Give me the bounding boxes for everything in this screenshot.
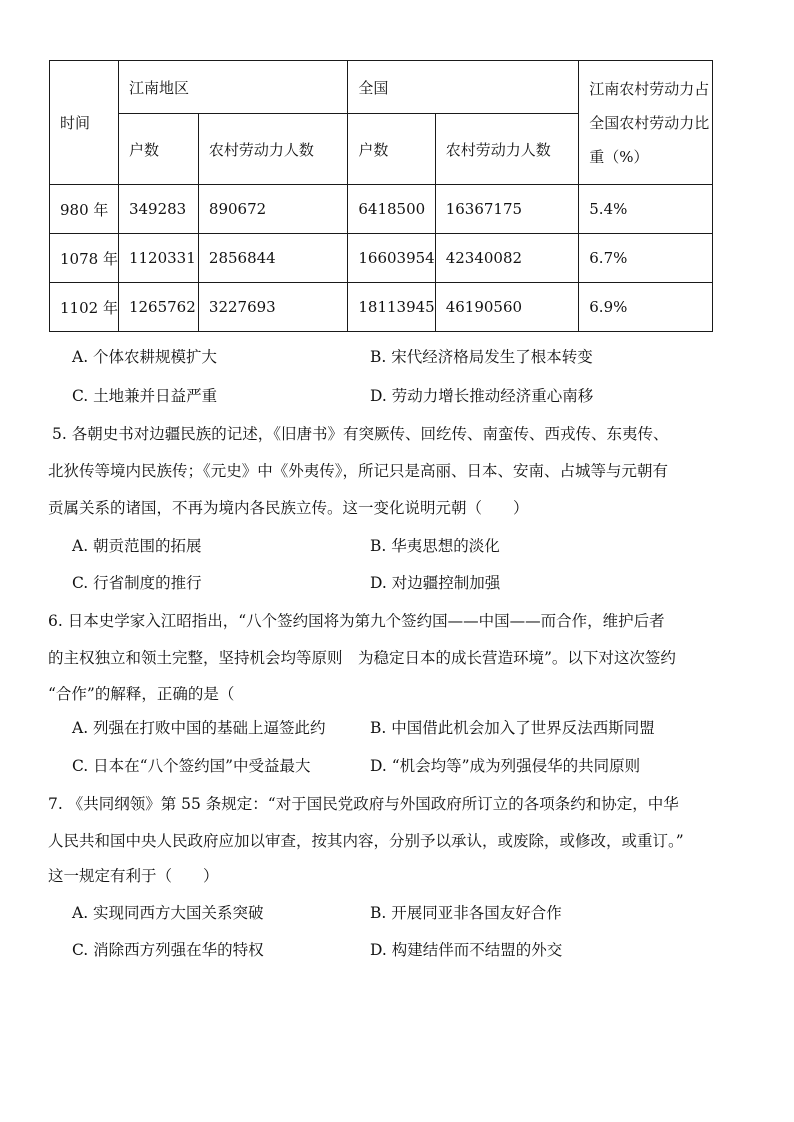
cell-jn-labor: 3227693 bbox=[198, 283, 347, 332]
q4-option-d[interactable]: D. 劳动力增长推动经济重心南移 bbox=[370, 387, 594, 405]
q7-option-b[interactable]: B. 开展同亚非各国友好合作 bbox=[370, 904, 562, 922]
table-row bbox=[50, 234, 713, 283]
q6-option-a[interactable]: A. 列强在打败中国的基础上逼签此约 bbox=[72, 719, 326, 737]
q5-stem-line-1: 5. 各朝史书对边疆民族的记述，《旧唐书》有突厥传、回纥传、南蛮传、西戎传、东夷传、 bbox=[52, 425, 669, 443]
cell-cn-labor: 42340082 bbox=[435, 234, 579, 283]
q6-option-d[interactable]: D. “机会均等”成为列强侵华的共同原则 bbox=[370, 757, 641, 775]
q7-stem-line-3: 这一规定有利于（ ） bbox=[48, 867, 219, 885]
cell-jn-labor: 890672 bbox=[198, 185, 347, 234]
cell-ratio: 5.4% bbox=[579, 185, 713, 234]
header-ratio: 江南农村劳动力占全国农村劳动力比重（%） bbox=[579, 61, 713, 185]
q7-stem-line-1: 7. 《共同纲领》第 55 条规定：“对于国民党政府与外国政府所订立的各项条约和协定，中华 bbox=[48, 795, 679, 813]
q4-option-b[interactable]: B. 宋代经济格局发生了根本转变 bbox=[370, 348, 593, 366]
cell-cn-labor: 16367175 bbox=[435, 185, 579, 234]
q5-option-b[interactable]: B. 华夷思想的淡化 bbox=[370, 537, 500, 555]
q6-option-c[interactable]: C. 日本在“八个签约国”中受益最大 bbox=[72, 757, 311, 775]
cell-jn-households: 349283 bbox=[118, 185, 198, 234]
cell-jn-households: 1120331 bbox=[118, 234, 198, 283]
cell-ratio: 6.7% bbox=[579, 234, 713, 283]
q5-stem-line-3: 贡属关系的诸国，不再为境内各民族立传。这一变化说明元朝（ ） bbox=[48, 499, 529, 517]
table-header-row bbox=[50, 61, 713, 114]
cell-jn-labor: 2856844 bbox=[198, 234, 347, 283]
cell-year: 980 年 bbox=[50, 185, 119, 234]
q6-stem-line-3: “合作”的解释，正确的是（ bbox=[48, 685, 235, 703]
labor-data-table bbox=[49, 60, 713, 332]
q6-stem-line-2: 的主权独立和领土完整，坚持机会均等原则 为稳定日本的成长营造环境”。以下对这次签约 bbox=[48, 649, 676, 667]
q6-stem-line-1: 6. 日本史学家入江昭指出，“八个签约国将为第九个签约国——中国——而合作，维护后者 bbox=[48, 612, 665, 630]
cell-year: 1078 年 bbox=[50, 234, 119, 283]
cell-cn-households: 16603954 bbox=[348, 234, 435, 283]
q5-option-c[interactable]: C. 行省制度的推行 bbox=[72, 574, 202, 592]
q7-option-c[interactable]: C. 消除西方列强在华的特权 bbox=[72, 941, 264, 959]
cell-jn-households: 1265762 bbox=[118, 283, 198, 332]
q7-option-a[interactable]: A. 实现同西方大国关系突破 bbox=[72, 904, 264, 922]
header-jn-labor: 农村劳动力人数 bbox=[198, 114, 347, 185]
header-jn-households: 户数 bbox=[118, 114, 198, 185]
q7-option-d[interactable]: D. 构建结伴而不结盟的外交 bbox=[370, 941, 563, 959]
q5-option-d[interactable]: D. 对边疆控制加强 bbox=[370, 574, 501, 592]
q4-option-c[interactable]: C. 土地兼并日益严重 bbox=[72, 387, 218, 405]
header-national: 全国 bbox=[348, 61, 579, 114]
cell-cn-households: 6418500 bbox=[348, 185, 435, 234]
cell-cn-labor: 46190560 bbox=[435, 283, 579, 332]
q7-stem-line-2: 人民共和国中央人民政府应加以审查，按其内容，分别予以承认，或废除，或修改，或重订。” bbox=[48, 832, 684, 850]
q5-option-a[interactable]: A. 朝贡范围的拓展 bbox=[72, 537, 202, 555]
header-cn-labor: 农村劳动力人数 bbox=[435, 114, 579, 185]
header-time: 时间 bbox=[50, 61, 119, 185]
header-jiangnan: 江南地区 bbox=[118, 61, 347, 114]
q6-option-b[interactable]: B. 中国借此机会加入了世界反法西斯同盟 bbox=[370, 719, 655, 737]
cell-year: 1102 年 bbox=[50, 283, 119, 332]
q5-stem-line-2: 北狄传等境内民族传；《元史》中《外夷传》，所记只是高丽、日本、安南、占城等与元朝有 bbox=[48, 462, 669, 480]
table-row bbox=[50, 283, 713, 332]
q4-option-a[interactable]: A. 个体农耕规模扩大 bbox=[72, 348, 218, 366]
header-cn-households: 户数 bbox=[348, 114, 435, 185]
cell-cn-households: 18113945 bbox=[348, 283, 435, 332]
cell-ratio: 6.9% bbox=[579, 283, 713, 332]
table-row bbox=[50, 185, 713, 234]
